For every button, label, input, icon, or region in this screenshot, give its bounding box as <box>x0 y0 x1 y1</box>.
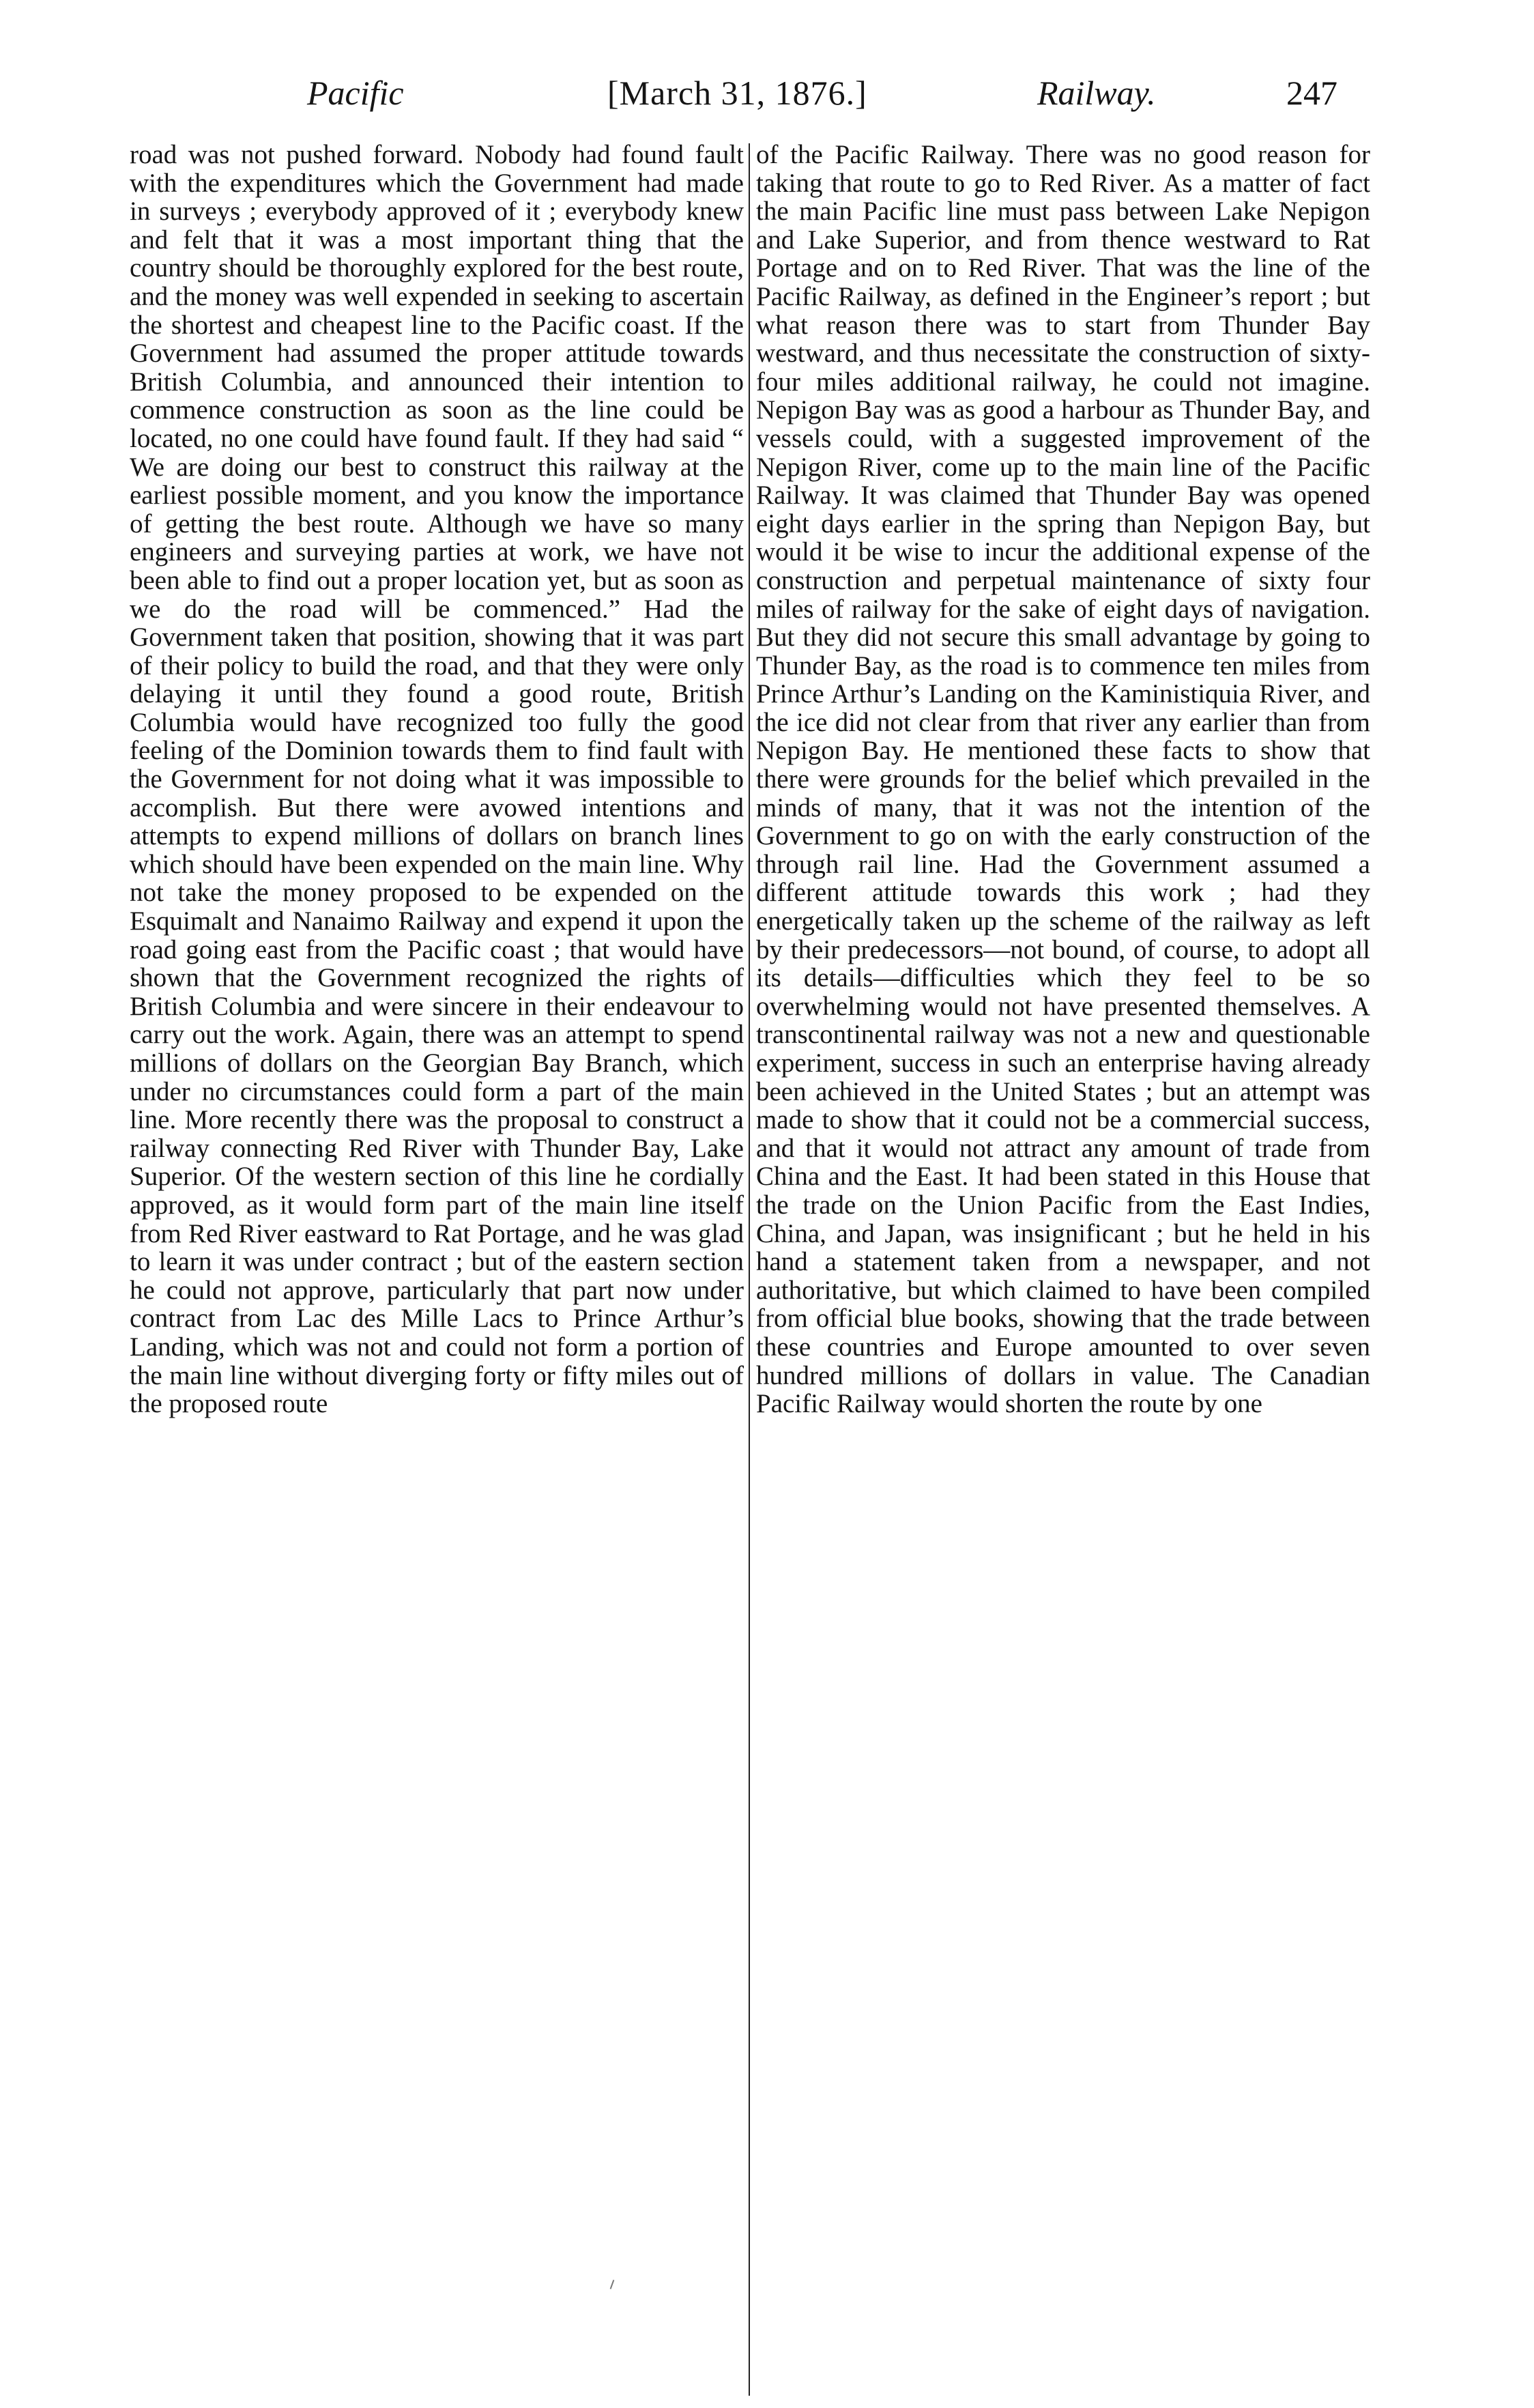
right-column <box>756 141 1370 1418</box>
column-divider <box>749 143 750 2396</box>
left-column-text: road was not pushed forward. Nobody had found fault with the expenditures which the Government had made in surveys ; everybody approved of it ; everybody knew and felt that it was a most important thing that the country should be thoroughly explored for the best route, and the money was well expended in seeking to ascertain the shortest and cheapest line to the Pacific coast. If the Government had assumed the proper attitude towards British Columbia, and announced their intention to commence construction as soon as the line could be located, no one could have found fault. If they had said “ We are doing our best to construct this railway at the earliest possible moment, and you know the importance of getting the best route. Although we have so many engineers and surveying parties at work, we have not been able to find out a proper location yet, but as soon as we do the road will be commenced.” Had the Government taken that position, showing that it was part of their policy to build the road, and that they were only delaying it until they found a good route, British Columbia would have recognized too fully the good feeling of the Dominion towards them to find fault with the Government for not doing what it was impossible to accomplish. But there were avowed intentions and attempts to expend millions of dollars on branch lines which should have been expended on the main line. Why not take the money proposed to be expended on the Esquimalt and Nanaimo Railway and expend it upon the road going east from the Pacific coast ; that would have shown that the Government recognized the rights of British Columbia and were sincere in their endeavour to carry out the work. Again, there was an attempt to spend millions of dollars on the Georgian Bay Branch, which under no circumstances could form a part of the main line. More recently there was the proposal to construct a railway connecting Red River with Thunder Bay, Lake Superior. Of the western section of this line he cordially approved, as it would form part of the main line itself from Red River eastward to Rat Portage, and he was glad to learn it was under contract ; but of the eastern section he could not approve, particularly that part now under contract from Lac des Mille Lacs to Prince Arthur’s Landing, which was not and could not form a portion of the main line without diverging forty or fifty miles out of the proposed route <box>130 140 744 1419</box>
left-column <box>130 141 744 1418</box>
stray-ink-mark <box>610 2280 615 2289</box>
header-date: [March 31, 1876.] <box>607 74 867 112</box>
running-head <box>130 66 1337 120</box>
header-right-title: Railway. <box>1037 74 1156 112</box>
page-number: 247 <box>1286 74 1337 112</box>
header-left-title: Pacific <box>307 74 404 112</box>
right-column-text: of the Pacific Railway. There was no good reason for taking that route to go to Red River. As a matter of fact the main Pacific line must pass between Lake Nepigon and Lake Superior, and from thence westward to Rat Portage and on to Red River. That was the line of the Pacific Railway, as defined in the Engineer’s report ; but what reason there was to start from Thunder Bay westward, and thus necessitate the construction of sixty-four miles additional railway, he could not imagine. Nepigon Bay was as good a harbour as Thunder Bay, and vessels could, with a suggested improvement of the Nepigon River, come up to the main line of the Pacific Railway. It was claimed that Thunder Bay was opened eight days earlier in the spring than Nepigon Bay, but would it be wise to incur the additional expense of the construction and perpetual maintenance of sixty four miles of railway for the sake of eight days of navigation. But they did not secure this small advantage by going to Thunder Bay, as the road is to commence ten miles from Prince Arthur’s Landing on the Kaministiquia River, and the ice did not clear from that river any earlier than from Nepigon Bay. He mentioned these facts to show that there were grounds for the belief which prevailed in the minds of many, that it was not the intention of the Government to go on with the early construction of the through rail line. Had the Government assumed a different attitude towards this work ; had they energetically taken up the scheme of the railway as left by their predecessors—not bound, of course, to adopt all its details—difficulties which they feel to be so overwhelming would not have presented themselves. A transcontinental railway was not a new and questionable experiment, success in such an enterprise having already been achieved in the United States ; but an attempt was made to show that it could not be a commercial success, and that it would not attract any amount of trade from China and the East. It had been stated in this House that the trade on the Union Pacific from the East Indies, China, and Japan, was insignificant ; but he held in his hand a statement taken from a newspaper, and not authoritative, but which claimed to have been compiled from official blue books, showing that the trade between these countries and Europe amounted to over seven hundred millions of dollars in value. The Canadian Pacific Railway would shorten the route by one <box>756 140 1370 1419</box>
